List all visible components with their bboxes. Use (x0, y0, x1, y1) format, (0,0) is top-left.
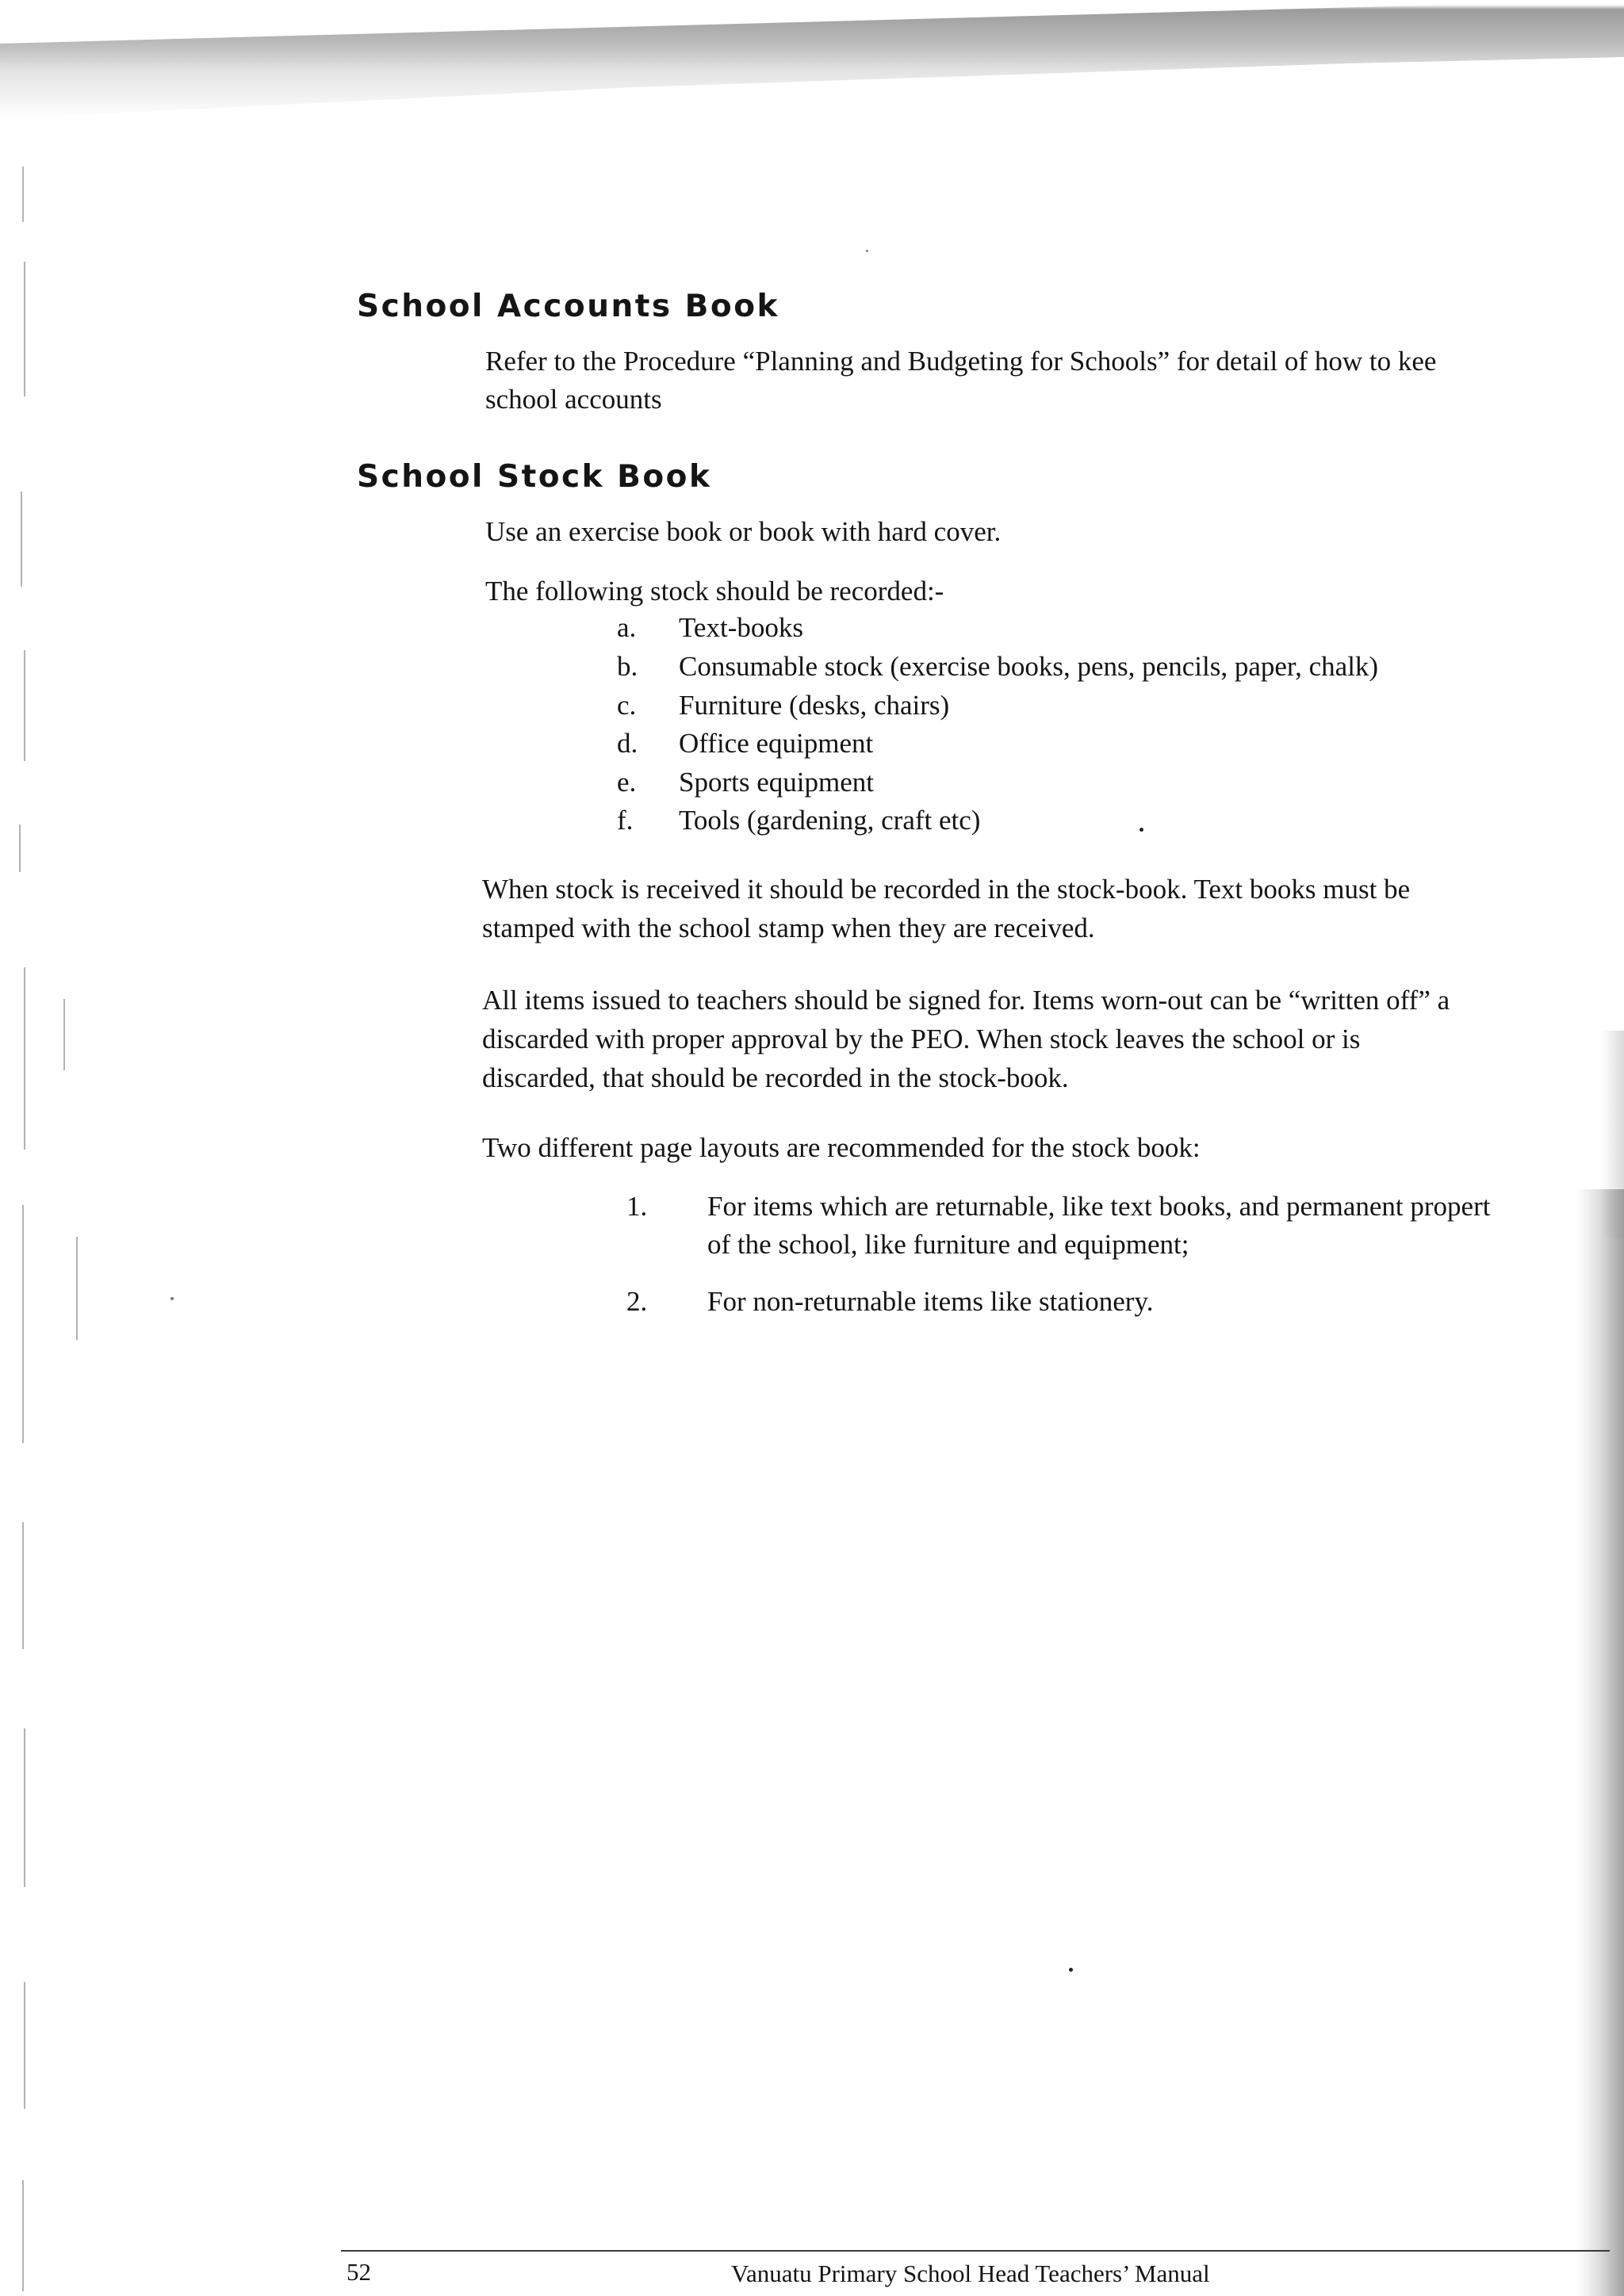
layouts-intro: Two different page layouts are recommended for the stock book: (482, 1132, 1201, 1163)
scan-shadow-top (0, 0, 1624, 119)
list-marker: c. (617, 690, 637, 721)
stock-intro: Use an exercise book or book with hard cover. (485, 516, 1002, 547)
accounts-text-line-2: school accounts (485, 384, 662, 415)
accounts-text-line-1: Refer to the Procedure “Planning and Budgeting for Schools” for detail of how to kee (485, 346, 1437, 377)
issued-paragraph-line-1: All items issued to teachers should be signed for. Items worn-out can be “written off” a (482, 985, 1450, 1016)
scan-speck (1139, 828, 1143, 832)
list-item-text: Office equipment (679, 728, 874, 759)
scan-speck (1069, 1968, 1073, 1972)
list-marker: 2. (626, 1286, 648, 1317)
stock-heading: School Stock Book (357, 459, 712, 495)
issued-paragraph-line-3: discarded, that should be recorded in the stock-book. (482, 1062, 1069, 1093)
list-item-text: For non-returnable items like stationery. (707, 1286, 1154, 1317)
scan-left-edge (0, 48, 95, 2296)
received-paragraph-line-2: stamped with the school stamp when they are received. (482, 913, 1095, 943)
scan-speck (170, 1297, 174, 1300)
list-marker: f. (617, 805, 634, 836)
list-marker: a. (617, 612, 637, 643)
received-paragraph-line-1: When stock is received it should be recorded in the stock-book. Text books must be (482, 874, 1411, 905)
list-item-text: Sports equipment (679, 767, 874, 798)
footer-rule (341, 2250, 1610, 2252)
stock-list-intro: The following stock should be recorded:- (485, 576, 944, 607)
list-item-text: Consumable stock (exercise books, pens, pencils, paper, chalk) (679, 651, 1379, 682)
list-marker: e. (617, 767, 637, 798)
list-marker: b. (617, 651, 638, 682)
scan-shadow-right (1576, 1189, 1624, 2296)
footer-title: Vanuatu Primary School Head Teachers’ Manual (731, 2260, 1210, 2287)
list-item-text: Text-books (679, 612, 803, 643)
page-number: 52 (347, 2258, 371, 2286)
scan-speck (866, 250, 868, 252)
list-item-text: of the school, like furniture and equipment; (707, 1229, 1189, 1260)
list-item-text: For items which are returnable, like text books, and permanent propert (707, 1191, 1491, 1222)
list-marker: 1. (626, 1191, 648, 1222)
list-item-text: Furniture (desks, chairs) (679, 690, 950, 721)
list-marker: d. (617, 728, 638, 759)
list-item-text: Tools (gardening, craft etc) (679, 805, 981, 836)
issued-paragraph-line-2: discarded with proper approval by the PEO. When stock leaves the school or is (482, 1024, 1361, 1054)
accounts-heading: School Accounts Book (357, 289, 779, 324)
